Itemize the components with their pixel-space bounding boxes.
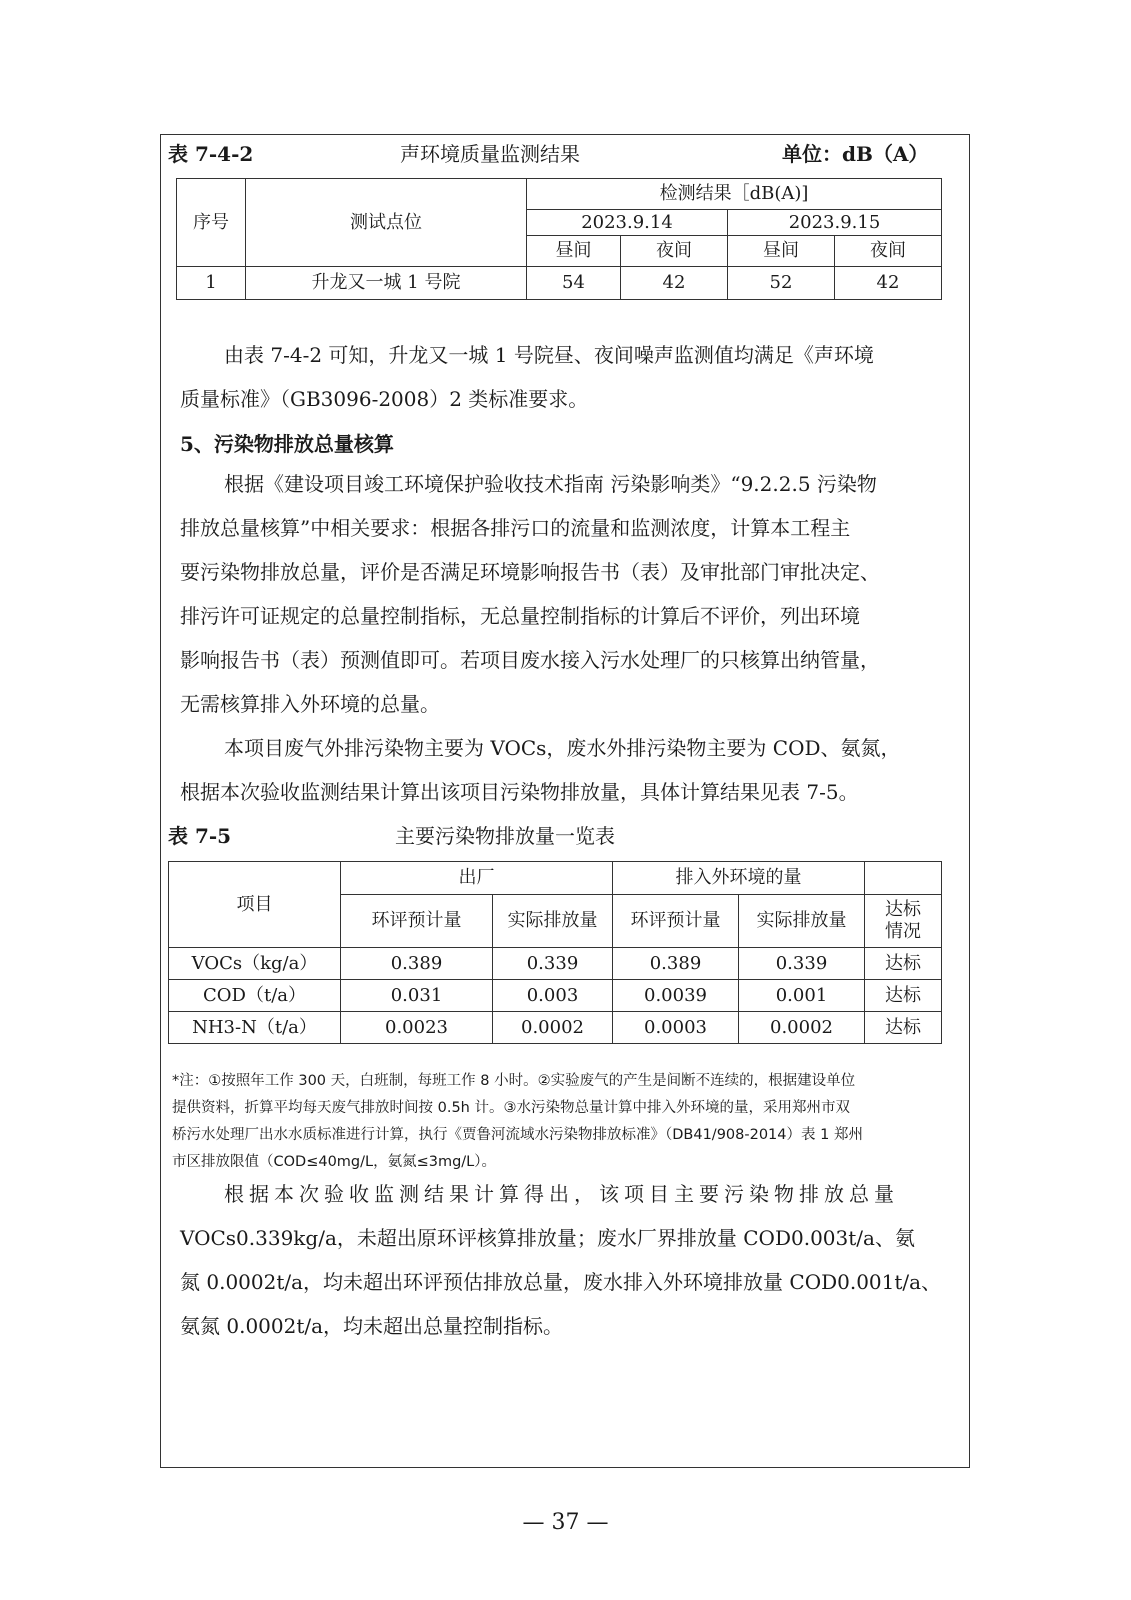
- cell-out-actual: 0.003: [493, 980, 613, 1012]
- cell-out-pred: 0.389: [341, 948, 493, 980]
- cell-status: 达标: [865, 948, 942, 980]
- section-heading: 5、污染物排放总量核算: [180, 432, 394, 456]
- header-night1: 夜间: [621, 236, 728, 267]
- table1-unit: 单位：dB（A）: [782, 142, 929, 166]
- para-line: 本项目废气外排污染物主要为 VOCs，废水外排污染物主要为 COD、氨氮，: [224, 736, 901, 760]
- cell-d2-night: 42: [835, 267, 942, 300]
- cell-point: 升龙又一城 1 号院: [246, 267, 527, 300]
- para-line: VOCs0.339kg/a，未超出原环评核算排放量；废水厂界排放量 COD0.003t/a、氨: [180, 1226, 915, 1250]
- note-line: 桥污水处理厂出水水质标准进行计算，执行《贾鲁河流域水污染物排放标准》（DB41/908-2014）表 1 郑州: [172, 1127, 863, 1143]
- header-day2: 昼间: [728, 236, 835, 267]
- note-line: 提供资料，折算平均每天废气排放时间按 0.5h 计。③水污染物总量计算中排入外环境的量，采用郑州市双: [172, 1100, 850, 1116]
- para-line: 要污染物排放总量，评价是否满足环境影响报告书（表）及审批部门审批决定、: [180, 560, 880, 584]
- header-night2: 夜间: [835, 236, 942, 267]
- cell-status: 达标: [865, 980, 942, 1012]
- header-env-actual: 实际排放量: [739, 895, 865, 948]
- cell-env-pred: 0.389: [613, 948, 739, 980]
- header-env-pred: 环评预计量: [613, 895, 739, 948]
- pollutant-paragraph: [180, 726, 950, 814]
- cell-item: VOCs（kg/a）: [169, 948, 341, 980]
- table-row: [169, 948, 942, 980]
- para-line: 氨氮 0.0002t/a，均未超出总量控制指标。: [180, 1314, 564, 1338]
- cell-item: NH3-N（t/a）: [169, 1012, 341, 1044]
- table-row: [177, 267, 942, 300]
- noise-monitoring-table: [176, 178, 942, 300]
- header-seq: 序号: [177, 179, 246, 267]
- cell-d2-day: 52: [728, 267, 835, 300]
- cell-env-pred: 0.0039: [613, 980, 739, 1012]
- table2-label: 表 7-5: [168, 824, 232, 848]
- table1-title: 声环境质量监测结果: [400, 142, 580, 166]
- para-line: 根据《建设项目竣工环境保护验收技术指南 污染影响类》“9.2.2.5 污染物: [224, 472, 877, 496]
- noise-conclusion-paragraph: [180, 333, 940, 421]
- table-note: [172, 1068, 962, 1176]
- header-out-pred: 环评预计量: [341, 895, 493, 948]
- note-line: *注：①按照年工作 300 天，白班制，每班工作 8 小时。②实验废气的产生是间断不连续的，根据建设单位: [172, 1073, 856, 1089]
- total-emission-paragraph: [180, 1172, 950, 1348]
- cell-seq: 1: [177, 267, 246, 300]
- cell-env-pred: 0.0003: [613, 1012, 739, 1044]
- table1-label: 表 7-4-2: [168, 142, 254, 166]
- para-line: 根据本次验收监测结果计算得出，该项目主要污染物排放总量: [224, 1182, 899, 1206]
- header-date2: 2023.9.15: [728, 210, 942, 236]
- header-blank: [865, 862, 942, 895]
- header-day1: 昼间: [527, 236, 621, 267]
- emission-table: [168, 861, 942, 1044]
- cell-out-actual: 0.0002: [493, 1012, 613, 1044]
- cell-d1-day: 54: [527, 267, 621, 300]
- header-point: 测试点位: [246, 179, 527, 267]
- cell-env-actual: 0.001: [739, 980, 865, 1012]
- para-line: 影响报告书（表）预测值即可。若项目废水接入污水处理厂的只核算出纳管量，: [180, 648, 880, 672]
- page-number: — 37 —: [522, 1510, 609, 1535]
- para-line: 根据本次验收监测结果计算出该项目污染物排放量，具体计算结果见表 7-5。: [180, 780, 859, 804]
- para-line: 排放总量核算”中相关要求：根据各排污口的流量和监测浓度，计算本工程主: [180, 516, 851, 540]
- para-line: 排污许可证规定的总量控制指标，无总量控制指标的计算后不评价，列出环境: [180, 604, 860, 628]
- header-result: 检测结果［dB(A)]: [527, 179, 942, 210]
- cell-env-actual: 0.339: [739, 948, 865, 980]
- header-out: 出厂: [341, 862, 613, 895]
- header-item: 项目: [169, 862, 341, 948]
- header-status: 达标情况: [865, 895, 942, 948]
- para-line: 由表 7-4-2 可知，升龙又一城 1 号院昼、夜间噪声监测值均满足《声环境: [224, 343, 874, 367]
- para-line: 氮 0.0002t/a，均未超出环评预估排放总量，废水排入外环境排放量 COD0.001t/a、: [180, 1270, 942, 1294]
- cell-out-pred: 0.0023: [341, 1012, 493, 1044]
- table-row: [169, 980, 942, 1012]
- table2-title: 主要污染物排放量一览表: [395, 824, 615, 848]
- header-date1: 2023.9.14: [527, 210, 728, 236]
- para-line: 无需核算排入外环境的总量。: [180, 692, 440, 716]
- table-row: [169, 1012, 942, 1044]
- header-out-actual: 实际排放量: [493, 895, 613, 948]
- cell-env-actual: 0.0002: [739, 1012, 865, 1044]
- guideline-paragraph: [180, 462, 950, 726]
- header-env: 排入外环境的量: [613, 862, 865, 895]
- cell-out-pred: 0.031: [341, 980, 493, 1012]
- cell-status: 达标: [865, 1012, 942, 1044]
- para-line: 质量标准》（GB3096-2008）2 类标准要求。: [180, 387, 589, 411]
- cell-out-actual: 0.339: [493, 948, 613, 980]
- cell-item: COD（t/a）: [169, 980, 341, 1012]
- cell-d1-night: 42: [621, 267, 728, 300]
- note-line: 市区排放限值（COD≤40mg/L，氨氮≤3mg/L）。: [172, 1154, 497, 1170]
